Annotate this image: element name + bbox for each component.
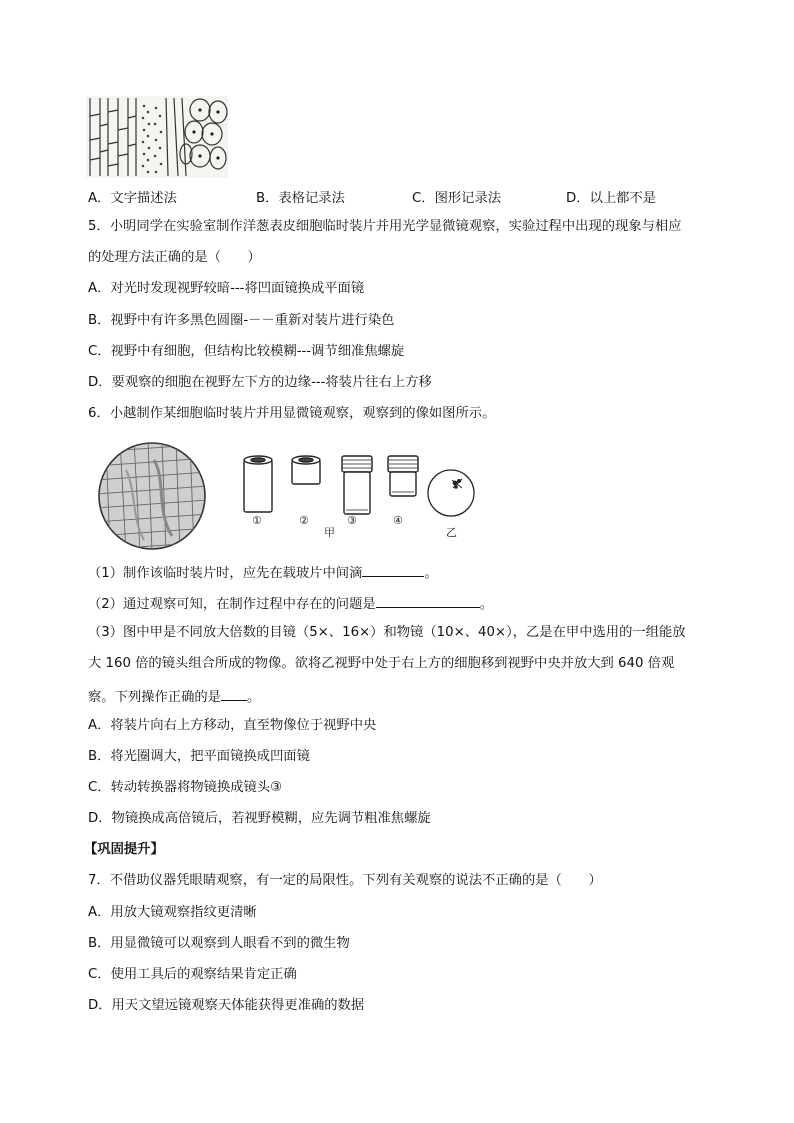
lens-label-2: ② (299, 514, 309, 527)
figure-label-yi: 乙 (446, 526, 457, 539)
cell-drawing-figure (86, 96, 228, 178)
q7-option-d: D．用天文望远镜观察天体能获得更准确的数据 (88, 998, 365, 1013)
q4-option-c: C．图形记录法 (412, 191, 502, 206)
section-title: 【巩固提升】 (84, 842, 164, 857)
q6-sub2-text: （2）通过观察可知，在制作过程中存在的问题是 (88, 597, 376, 612)
q6-option-c: C．转动转换器将物镜换成镜头③ (88, 780, 283, 795)
q6-sub2 (88, 593, 493, 614)
q7-option-c: C．使用工具后的观察结果肯定正确 (88, 967, 297, 982)
q7-stem: 7．不借助仪器凭眼睛观察，有一定的局限性。下列有关观察的说法不正确的是（ ） (88, 873, 602, 888)
lens-label-1: ① (252, 514, 262, 527)
q6-sub3-text: 察。下列操作正确的是 (88, 690, 221, 705)
q6-sub3-line2: 大 160 倍的镜头组合所成的物像。欲将乙视野中处于右上方的细胞移到视野中央并放大到 640 倍观 (88, 656, 675, 671)
q6-sub3-line3 (88, 686, 260, 707)
q6-option-b: B．将光圈调大，把平面镜换成凹面镜 (88, 749, 310, 764)
q6-sub3-suffix: 。 (246, 690, 261, 705)
q5-option-a: A．对光时发现视野较暗---将凹面镜换成平面镜 (88, 281, 365, 296)
q6-sub3-line1: （3）图中甲是不同放大倍数的目镜（5×、16×）和物镜（10×、40×），乙是在甲中选用的一组能放 (88, 625, 686, 640)
lens-label-4: ④ (393, 514, 403, 527)
q4-option-a: A．文字描述法 (88, 191, 177, 206)
microscope-view-figure (96, 440, 208, 552)
q6-option-d: D．物镜换成高倍镜后，若视野模糊，应先调节粗准焦螺旋 (88, 811, 431, 826)
figure-label-jia: 甲 (324, 526, 335, 539)
q6-sub1 (88, 562, 438, 583)
q5-stem-line2: 的处理方法正确的是（ ） (88, 250, 261, 265)
q5-stem-line1: 5．小明同学在实验室制作洋葱表皮细胞临时装片并用光学显微镜观察，实验过程中出现的现象与相应 (88, 219, 682, 234)
q5-option-d: D．要观察的细胞在视野左下方的边缘---将装片往右上方移 (88, 375, 432, 390)
q6-sub1-suffix: 。 (424, 566, 438, 581)
q6-option-a: A．将装片向右上方移动，直至物像位于视野中央 (88, 718, 377, 733)
q5-option-c: C．视野中有细胞，但结构比较模糊---调节细准焦螺旋 (88, 344, 405, 359)
q4-options (88, 187, 708, 205)
lens-label-3: ③ (347, 514, 357, 527)
q6-sub1-answer-blank[interactable] (362, 562, 424, 577)
q6-sub1-text: （1）制作该临时装片时，应先在载玻片中间滴 (88, 566, 363, 581)
lenses-figure (236, 452, 426, 520)
q6-sub3-answer-blank[interactable] (221, 686, 247, 701)
q5-option-b: B．视野中有许多黑色圆圈-－－重新对装片进行染色 (88, 313, 395, 328)
q6-stem: 6．小越制作某细胞临时装片并用显微镜观察，观察到的像如图所示。 (88, 406, 496, 421)
q7-option-b: B．用显微镜可以观察到人眼看不到的微生物 (88, 936, 350, 951)
q6-sub2-answer-blank[interactable] (376, 593, 480, 608)
q7-option-a: A．用放大镜观察指纹更清晰 (88, 905, 257, 920)
q6-sub2-suffix: 。 (479, 597, 493, 612)
q4-option-d: D．以上都不是 (566, 191, 657, 206)
view-yi-figure (426, 468, 476, 518)
q4-option-b: B．表格记录法 (256, 191, 345, 206)
